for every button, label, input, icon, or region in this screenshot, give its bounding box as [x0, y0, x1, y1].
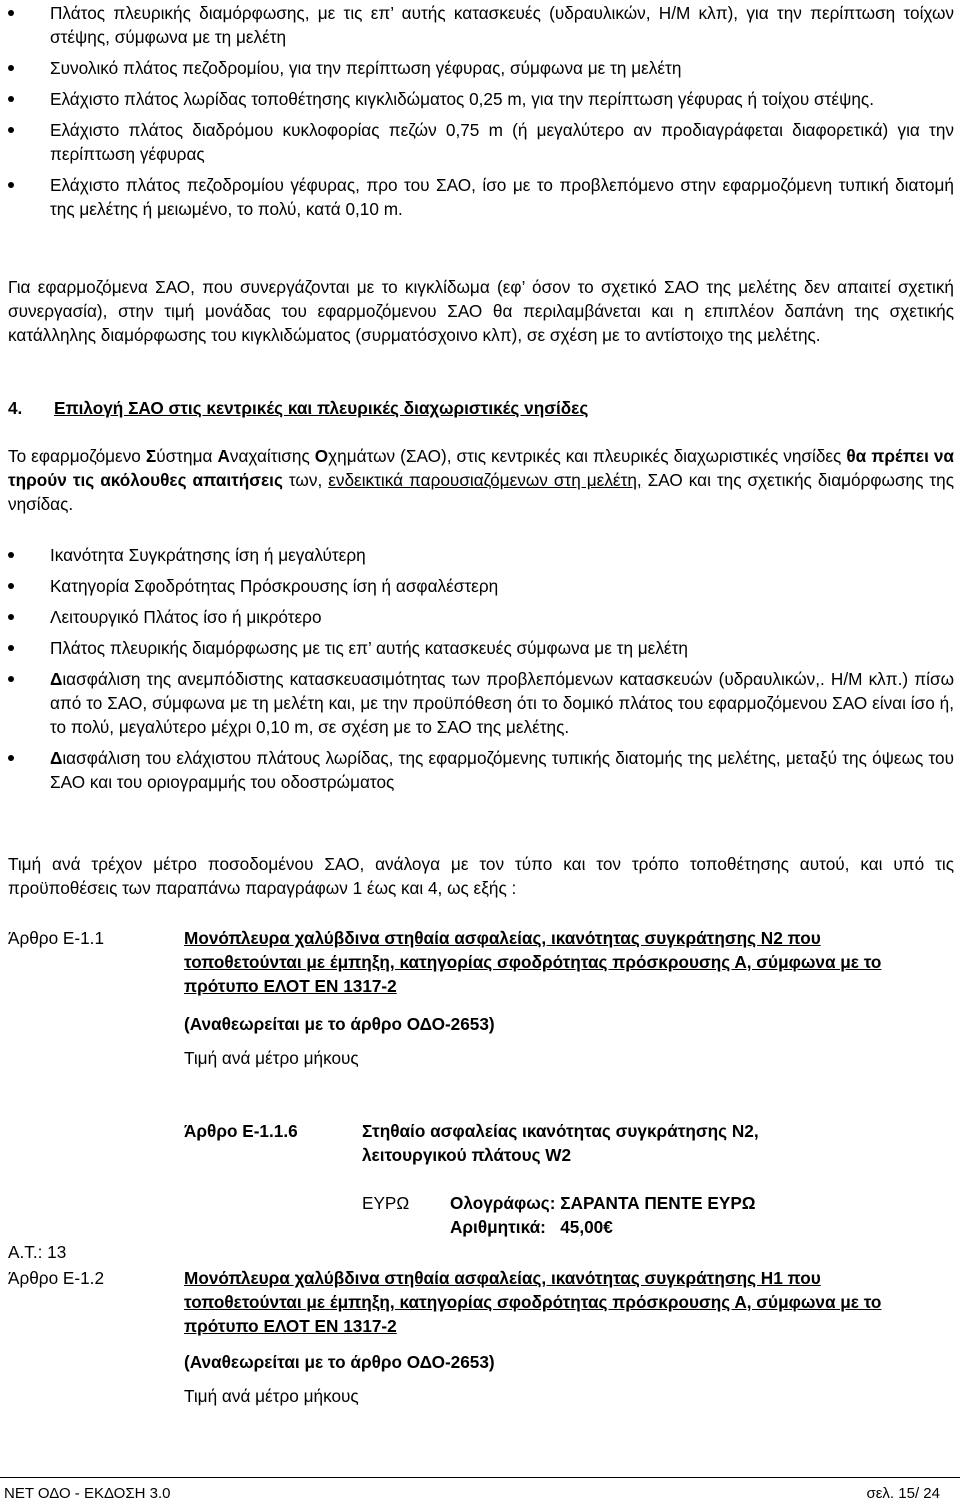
- article-title: Μονόπλευρα χαλύβδινα στηθαία ασφαλείας, ικανότητας συγκράτησης Η1 που τοποθετούνται με έμπηξη, κατηγορίας σφοδρότητας πρόσκρουσης Α, σύμφωνα με το πρότυπο ΕΛΟΤ ΕΝ 1317-2: [184, 1268, 882, 1336]
- paragraph-railing: Για εφαρμοζόμενα ΣΑΟ, που συνεργάζονται με το κιγκλίδωμα (εφ’ όσον το σχετικό ΣΑΟ της μελέτης δεν απαιτεί σχετική συνεργασία), στην τιμή μονάδας του εφαρμοζόμενου ΣΑΟ θα περιλαμβάνεται και η επιπλέον δαπάνη της σχετικής κατάλληλης διαμόρφωσης του κιγκλιδώματος (συρματόσχοινο κλπ), σε σχέση με το αντίστοιχο της μελέτης.: [8, 277, 954, 345]
- bullet-list-requirements: [0, 543, 960, 801]
- list-item: Ικανότητα Συγκράτησης ίση ή μεγαλύτερη: [0, 543, 960, 567]
- subarticle-title: λειτουργικού πλάτους W2: [362, 1145, 572, 1165]
- list-item: [0, 667, 960, 739]
- article-unit: Τιμή ανά μέτρο μήκους: [184, 1386, 359, 1406]
- price-in-numbers: [450, 1215, 613, 1239]
- section-heading: [8, 396, 588, 420]
- drop-letter: Δ: [50, 669, 63, 689]
- intro-letter: Ο: [314, 446, 329, 466]
- paragraph-intro: [8, 444, 954, 516]
- article-unit: Τιμή ανά μέτρο μήκους: [184, 1048, 359, 1068]
- page-prefix: σελ.: [866, 1485, 895, 1502]
- list-item: Πλάτος πλευρικής διαμόρφωσης με τις επ’ αυτής κατασκευές σύμφωνα με τη μελέτη: [0, 636, 960, 660]
- price-words-label: Ολογράφως:: [450, 1193, 556, 1213]
- intro-text: ύστημα: [156, 446, 218, 466]
- article-code: Άρθρο Ε-1.1: [8, 928, 104, 948]
- price-number-label: Αριθμητικά:: [450, 1217, 546, 1237]
- article-title: Μονόπλευρα χαλύβδινα στηθαία ασφαλείας, ικανότητας συγκράτησης Ν2 που τοποθετούνται με έμπηξη, κατηγορίας σφοδρότητας πρόσκρουσης Α, σύμφωνα με το πρότυπο ΕΛΟΤ ΕΝ 1317-2: [184, 928, 882, 996]
- page-current: 15: [898, 1485, 915, 1502]
- intro-letter: Α: [217, 446, 230, 466]
- article-revision: (Αναθεωρείται με το άρθρο ΟΔΟ-2653): [184, 1014, 495, 1034]
- list-item: Ελάχιστο πλάτος λωρίδας τοποθέτησης κιγκλιδώματος 0,25 m, για την περίπτωση γέφυρας ή τοίχου στέψης.: [0, 87, 960, 111]
- list-item: Λειτουργικό Πλάτος ίσο ή μικρότερο: [0, 605, 960, 629]
- subarticle-code: Άρθρο Ε-1.1.6: [184, 1121, 298, 1141]
- intro-underlined-text: ενδεικτικά παρουσιαζόμενων στη μελέτη,: [328, 470, 642, 490]
- section-title: Επιλογή ΣΑΟ στις κεντρικές και πλευρικές διαχωριστικές νησίδες: [54, 398, 589, 418]
- intro-text: χημάτων (ΣΑΟ), στις κεντρικές και πλευρικές διαχωριστικές νησίδες: [328, 446, 847, 466]
- list-item-text: ιασφάλιση του ελάχιστου πλάτους λωρίδας, της εφαρμοζόμενης τυπικής διατομής της μελέτης, μεταξύ της όψεως του ΣΑΟ και του οριογραμμής του οδοστρώματος: [50, 748, 954, 792]
- section-number: 4.: [8, 398, 23, 418]
- intro-text: Το εφαρμοζόμενο: [8, 446, 146, 466]
- list-item: Ελάχιστο πλάτος πεζοδρομίου γέφυρας, προ του ΣΑΟ, ίσο με το προβλεπόμενο στην εφαρμοζόμενη τυπική διατομή της μελέτης ή μειωμένο, το πολύ, κατά 0,10 m.: [0, 173, 960, 221]
- price-in-words: [450, 1191, 756, 1215]
- footer-title: ΝΕΤ ΟΔΟ - ΕΚΔΟΣΗ 3.0: [4, 1485, 171, 1502]
- list-item: [0, 746, 960, 794]
- page-total: / 24: [914, 1485, 940, 1502]
- at-label: Α.Τ.: 13: [8, 1242, 67, 1262]
- intro-text: των,: [282, 470, 329, 490]
- list-item: Κατηγορία Σφοδρότητας Πρόσκρουσης ίση ή ασφαλέστερη: [0, 574, 960, 598]
- subarticle-title: Στηθαίο ασφαλείας ικανότητας συγκράτησης Ν2,: [362, 1121, 759, 1141]
- bullet-list-top: [0, 1, 960, 228]
- intro-text: ναχαίτισης: [229, 446, 315, 466]
- intro-text: ΣΑΟ και της σχετικής διαμόρφωσης της νησίδας.: [8, 470, 955, 514]
- list-item: Ελάχιστο πλάτος διαδρόμου κυκλοφορίας πεζών 0,75 m (ή μεγαλύτερο αν προδιαγράφεται διαφορετικά) για την περίπτωση γέφυρας: [0, 118, 960, 166]
- price-number-value: 45,00€: [560, 1217, 613, 1237]
- intro-bold-text: θα πρέπει να τηρούν τις ακόλουθες απαιτήσεις: [8, 446, 955, 490]
- page-number: [866, 1484, 940, 1504]
- drop-letter: Δ: [50, 748, 63, 768]
- intro-letter: Σ: [145, 446, 157, 466]
- price-words-value: ΣΑΡΑΝΤΑ ΠΕΝΤΕ ΕΥΡΩ: [560, 1193, 756, 1213]
- article-revision: (Αναθεωρείται με το άρθρο ΟΔΟ-2653): [184, 1352, 495, 1372]
- price-currency: ΕΥΡΩ: [362, 1193, 410, 1213]
- paragraph-price: Τιμή ανά τρέχον μέτρο ποσοδομένου ΣΑΟ, ανάλογα με τον τύπο και τον τρόπο τοποθέτησης αυτού, και υπό τις προϋποθέσεις των παραπάνω παραγράφων 1 έως και 4, ως εξής :: [8, 854, 954, 898]
- footer-divider: [0, 1477, 960, 1478]
- list-item: Συνολικό πλάτος πεζοδρομίου, για την περίπτωση γέφυρας, σύμφωνα με τη μελέτη: [0, 56, 960, 80]
- article-code: Άρθρο Ε-1.2: [8, 1268, 104, 1288]
- list-item: Πλάτος πλευρικής διαμόρφωσης, με τις επ’ αυτής κατασκευές (υδραυλικών, Η/Μ κλπ), για την περίπτωση τοίχων στέψης, σύμφωνα με τη μελέτη: [0, 1, 960, 49]
- list-item-text: ιασφάλιση της ανεμπόδιστης κατασκευασιμότητας των προβλεπόμενων κατασκευών (υδραυλικών,. Η/Μ κλπ.) πίσω από το ΣΑΟ, σύμφωνα με τη μελέτη και, με την προϋπόθεση ότι το δομικό πλάτος του εφαρμοζόμενου ΣΑΟ είναι ίσο ή, το πολύ, μεγαλύτερο μέχρι 0,10 m, σε σχέση με το ΣΑΟ της μελέτης.: [50, 669, 954, 737]
